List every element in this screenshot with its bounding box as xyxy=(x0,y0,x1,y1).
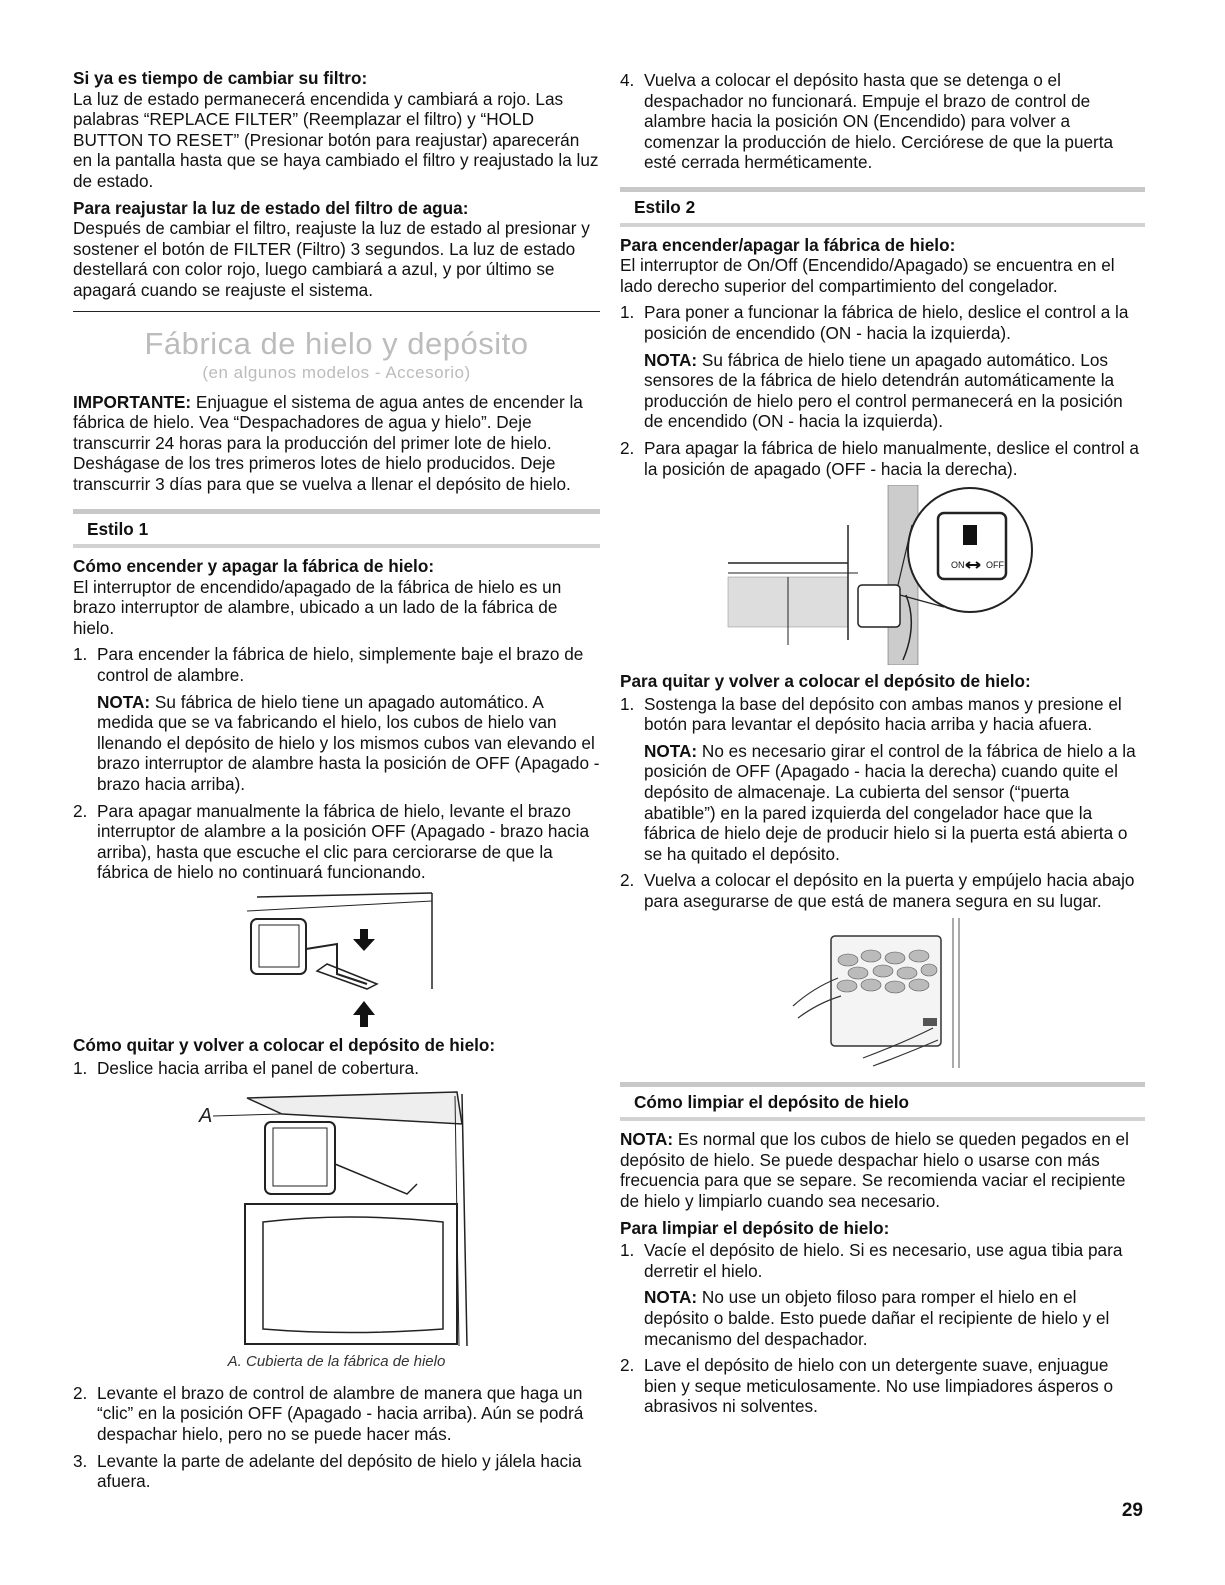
item-number: 3. xyxy=(73,1450,88,1471)
note-text: Es normal que los cubos de hielo se queden pegados en el depósito de hielo. Se puede despachar hielo o usarse con más frecuencia para que se separe. Se recomienda vaciar el recipiente de hielo y limpiarlo cuando sea necesario. xyxy=(620,1129,1129,1211)
list-item xyxy=(73,1058,600,1079)
switch-on-label: ON xyxy=(950,560,964,571)
note-text: No use un objeto filoso para romper el hielo en el depósito o balde. Esto puede dañar el recipiente de hielo y el mecanismo del despachador. xyxy=(644,1287,1110,1349)
switch-knob-icon xyxy=(963,525,977,545)
list-item xyxy=(620,438,1145,479)
item-number: 1. xyxy=(620,1240,635,1261)
item-text: Para apagar la fábrica de hielo manualmente, deslice el control a la posición de apagado (OFF - hacia la derecha). xyxy=(644,437,1139,479)
item-text: Para encender la fábrica de hielo, simplemente baje el brazo de control de alambre. xyxy=(97,644,584,686)
style1-remove-heading: Cómo quitar y volver a colocar el depósito de hielo: xyxy=(73,1035,496,1055)
important-text: Enjuague el sistema de agua antes de encender la fábrica de hielo. Vea “Despachadores de agua y hielo”. Deje transcurrir 24 horas para la producción del primer lote de hielo. Deshágase de los tres primeros lotes de hielo producidos. Deje transcurrir 3 días para que se vuelva a llenar el depósito de hielo. xyxy=(73,391,583,494)
style2-onoff-list xyxy=(620,302,1145,479)
style2-onoff-text: El interruptor de On/Off (Encendido/Apagado) se encuentra en el lado derecho superior del compartimiento del congelador. xyxy=(620,255,1115,296)
reset-filter-heading: Para reajustar la luz de estado del filtro de agua: xyxy=(73,197,469,218)
item-number: 2. xyxy=(73,800,88,821)
clean-note xyxy=(620,1129,1145,1211)
figure-caption: A. Cubierta de la fábrica de hielo xyxy=(227,1353,446,1371)
style2-bar: Estilo 2 xyxy=(620,187,1145,227)
ice-maker-cover-figure xyxy=(187,1084,487,1346)
item-text: Vuelva a colocar el depósito hasta que se detenga o el despachador no funcionará. Empuje el brazo de control de alambre hacia la posición ON (Encendido) para volver a comenzar la producción de hielo. Cerciórese de que la puerta esté cerrada herméticamente. xyxy=(644,70,1114,173)
note xyxy=(644,1287,1145,1349)
clean-list xyxy=(620,1240,1145,1417)
note xyxy=(644,350,1145,432)
style1-remove-list-c xyxy=(620,70,1145,173)
clean-bar: Cómo limpiar el depósito de hielo xyxy=(620,1082,1145,1122)
item-number: 4. xyxy=(620,70,635,90)
wire-arm-figure xyxy=(217,889,457,1029)
ice-bin-hands-figure xyxy=(783,918,983,1068)
on-off-switch-figure xyxy=(718,485,1048,665)
item-number: 1. xyxy=(73,1057,88,1078)
item-number: 2. xyxy=(620,870,635,891)
style2-onoff-heading: Para encender/apagar la fábrica de hielo: xyxy=(620,234,956,255)
style2-remove-heading: Para quitar y volver a colocar el depósito de hielo: xyxy=(620,671,1031,692)
callout-a-label: A xyxy=(198,1105,212,1128)
clean-heading: Para limpiar el depósito de hielo: xyxy=(620,1217,890,1238)
item-text: Deslice hacia arriba el panel de cobertura. xyxy=(97,1057,419,1078)
item-number: 2. xyxy=(620,1355,635,1376)
style1-onoff-heading: Cómo encender y apagar la fábrica de hielo: xyxy=(73,556,435,577)
important-paragraph xyxy=(73,392,600,495)
item-text: Vacíe el depósito de hielo. Si es necesario, use agua tibia para derretir el hielo. xyxy=(644,1240,1123,1281)
item-text: Para poner a funcionar la fábrica de hielo, deslice el control a la posición de encendido (ON - hacia la izquierda). xyxy=(644,302,1129,343)
style1-remove-list-b xyxy=(73,1383,600,1492)
style1-remove-list-a xyxy=(73,1058,600,1079)
note-text: Su fábrica de hielo tiene un apagado automático. A medida que se va fabricando el hielo, los cubos de hielo van llenando el depósito de hielo y los mismos cubos van elevando el brazo interruptor de alambre hasta la posición de OFF (Apagado - brazo hacia arriba). xyxy=(97,691,600,795)
note-label: NOTA: xyxy=(644,1287,698,1308)
list-item xyxy=(620,1355,1145,1417)
item-text: Lave el depósito de hielo con un detergente suave, enjuague bien y seque meticulosamente. No use limpiadores ásperos o abrasivos ni solventes. xyxy=(644,1355,1114,1417)
list-item xyxy=(620,870,1145,911)
item-number: 2. xyxy=(73,1382,88,1403)
switch-off-label: OFF xyxy=(985,560,1004,571)
section-subtitle: (en algunos modelos - Accesorio) xyxy=(202,362,471,382)
note-label: NOTA: xyxy=(97,691,151,712)
note xyxy=(644,741,1145,865)
section-title: Fábrica de hielo y depósito xyxy=(144,325,529,361)
note-label: NOTA: xyxy=(644,740,698,761)
important-label: IMPORTANTE: xyxy=(73,391,192,412)
style1-onoff-list xyxy=(73,644,600,883)
reset-filter-text: Después de cambiar el filtro, reajuste la luz de estado al presionar y sostener el botón de FILTER (Filtro) 3 segundos. La luz de estado destellará con color rojo, luego cambiará a azul, y por último se apagará cuando se reajuste el sistema. xyxy=(73,218,590,300)
list-item xyxy=(620,70,1145,173)
style1-onoff-text: El interruptor de encendido/apagado de la fábrica de hielo es un brazo interruptor de alambre, ubicado a un lado de la fábrica de hielo. xyxy=(73,576,562,638)
item-text: Vuelva a colocar el depósito en la puerta y empújelo hacia abajo para asegurarse de que está de manera segura en su lugar. xyxy=(644,870,1135,912)
style2-remove-list xyxy=(620,694,1145,912)
arrow-down-icon xyxy=(353,929,375,951)
left-column xyxy=(73,68,600,1498)
right-column xyxy=(620,68,1145,1423)
item-text: Sostenga la base del depósito con ambas manos y presione el botón para levantar el depósito hacia arriba y hacia afuera. xyxy=(644,693,1122,735)
list-item xyxy=(73,644,600,794)
section-divider xyxy=(73,311,600,312)
style1-bar: Estilo 1 xyxy=(73,509,600,549)
note xyxy=(97,692,600,795)
item-text: Levante el brazo de control de alambre de manera que haga un “clic” en la posición OFF (Apagado - hacia arriba). Aún se podrá despachar hielo, pero no se puede hacer más. xyxy=(97,1382,584,1444)
replace-filter-text: La luz de estado permanecerá encendida y cambiará a rojo. Las palabras “REPLACE FILTER” (Reemplazar el filtro) y “HOLD BUTTON TO RESET” (Presionar botón para reajustar) aparecerán en la pantalla hasta que se haya cambiado el filtro y reajustado la luz de estado. xyxy=(73,88,599,191)
note-text: No es necesario girar el control de la fábrica de hielo a la posición de OFF (Apagado - hacia la derecha) cuando quite el depósito de almacenaje. La cubierta del sensor (“puerta abatible”) en la pared izquierda del congelador hace que la fábrica de hielo deje de producir hielo si la puerta está abierta o se ha quitado el depósito. xyxy=(644,740,1136,864)
item-number: 1. xyxy=(620,302,635,323)
page-number: 29 xyxy=(1121,1500,1143,1521)
list-item xyxy=(73,801,600,883)
list-item xyxy=(620,302,1145,432)
arrow-up-icon xyxy=(353,1001,375,1027)
replace-filter-heading: Si ya es tiempo de cambiar su filtro: xyxy=(73,68,368,88)
list-item xyxy=(620,694,1145,865)
item-number: 2. xyxy=(620,437,635,458)
list-item xyxy=(73,1383,600,1445)
note-text: Su fábrica de hielo tiene un apagado automático. Los sensores de la fábrica de hielo detendrán automáticamente la producción de hielo pero el control permanecerá en la posición de encendido (ON - hacia la izquierda). xyxy=(644,349,1123,432)
note-label: NOTA: xyxy=(644,349,698,370)
item-text: Para apagar manualmente la fábrica de hielo, levante el brazo interruptor de alambre a la posición OFF (Apagado - brazo hacia arriba), hasta que escuche el clic para cerciorarse de que la fábrica de hielo no continuará funcionando. xyxy=(97,800,590,883)
note-label: NOTA: xyxy=(620,1129,674,1150)
list-item xyxy=(73,1451,600,1492)
item-text: Levante la parte de adelante del depósito de hielo y jálela hacia afuera. xyxy=(97,1450,582,1492)
list-item xyxy=(620,1240,1145,1349)
item-number: 1. xyxy=(73,644,88,665)
item-number: 1. xyxy=(620,693,635,714)
